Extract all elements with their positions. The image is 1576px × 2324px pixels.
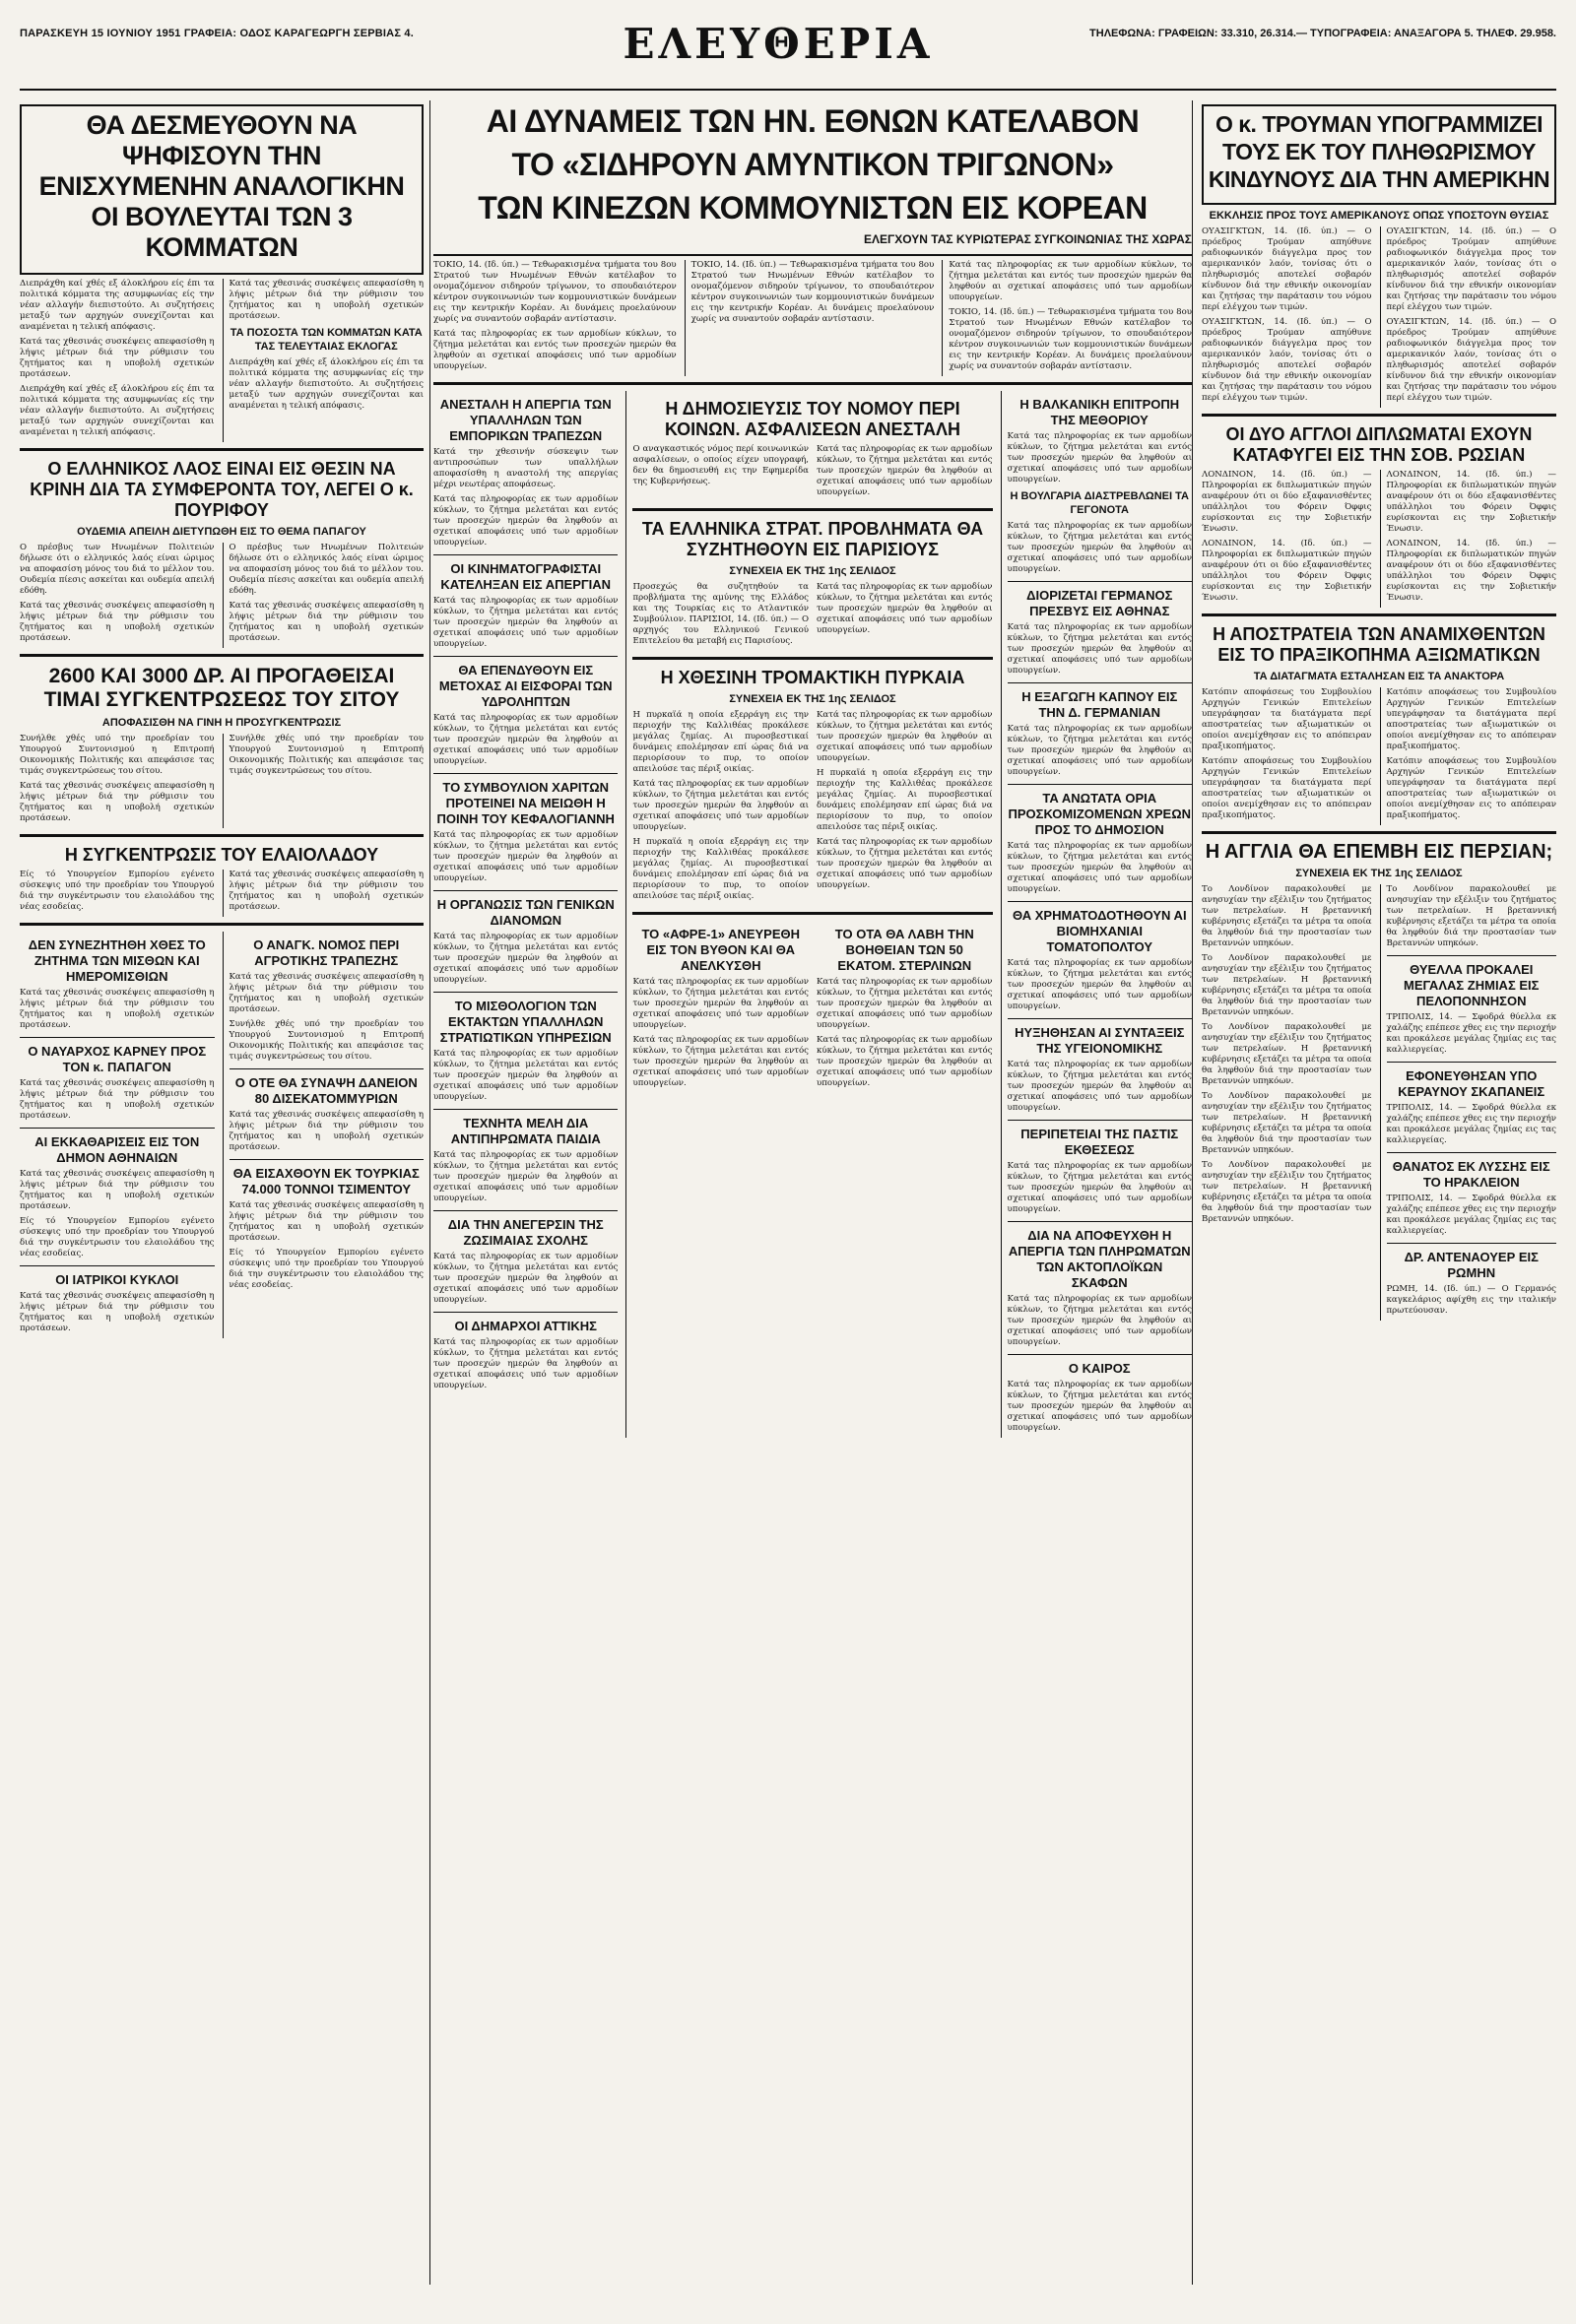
shipping-strike-text: Κατά τας πληροφορίας εκ των αρμοδίων κύκλων, το ζήτημα μελετάται και εντός των προσεχών ημερών θα ληφθούν αι σχετικαί αποφάσεις υπό των αρμοδίων υπουργείων. xyxy=(1007,1294,1192,1347)
ota-aid-text-2: Κατά τας πληροφορίας εκ των αρμοδίων κύκλων, το ζήτημα μελετάται και εντός των προσεχών ημερών θα ληφθούν αι σχετικαί αποφάσεις υπό των αρμοδίων υπουργείων. xyxy=(817,1035,993,1088)
banner-line-3: ΤΩΝ ΚΙΝΕΖΩΝ ΚΟΜΜΟΥΝΙΣΤΩΝ ΕΙΣ ΚΟΡΕΑΝ xyxy=(478,190,1148,226)
headline-turkish-cement: ΘΑ ΕΙΣΑΧΘΟΥΝ ΕΚ ΤΟΥΡΚΙΑΣ 74.000 ΤΟΝΝΟΙ ΤΣΙΜΕΝΤΟΥ xyxy=(232,1166,420,1196)
masthead-date-address: ΠΑΡΑΣΚΕΥΗ 15 ΙΟΥΝΙΟΥ 1951 ΓΡΑΦΕΙΑ: ΟΔΟΣ ΚΑΡΑΓΕΩΡΓΗ ΣΕΡΒΙΑΣ 4. xyxy=(20,28,414,39)
pensions-text: Κατά τας πληροφορίας εκ των αρμοδίων κύκλων, το ζήτημα μελετάται και εντός των προσεχών ημερών θα ληφθούν αι σχετικαί αποφάσεις υπό των αρμοδίων υπουργείων. xyxy=(1007,1060,1192,1113)
bulgaria-subhead: Η ΒΟΥΛΓΑΡΙΑ ΔΙΑΣΤΡΕΒΛΩΝΕΙ ΤΑ ΓΕΓΟΝΟΤΑ xyxy=(1010,490,1189,516)
headline-german-ambassador: ΔΙΟΡΙΖΕΤΑΙ ΓΕΡΜΑΝΟΣ ΠΡΕΣΒΥΣ ΕΙΣ ΑΘΗΝΑΣ xyxy=(1026,588,1173,618)
lightning-text: ΤΡΙΠΟΛΙΣ, 14. — Σφοδρά θύελλα εκ χαλάζης επέπεσε χθες εις την περιοχήν και προκάλεσε μεγάλας ζημίας εις τας καλλιεργείας. xyxy=(1386,1103,1556,1145)
headline-cinema-strike: ΟΙ ΚΙΝΗΜΑΤΟΓΡΑΦΙΣΤΑΙ ΚΑΤΕΛΗΞΑΝ ΕΙΣ ΑΠΕΡΓΙΑΝ xyxy=(440,561,612,592)
britain-persia-text-6: Το Λονδίνον παρακολουθεί με ανησυχίαν την εξέλιξιν του ζητήματος των πετρελαίων. Η βρεταννική κυβέρνησις εξετάζει τα μέτρα τα οποία θα ληφθούν διά την προστασίαν των Βρεταννών υπηκόων. xyxy=(1386,884,1556,948)
banner-line-2: ΤΟ «ΣΙΔΗΡΟΥΝ ΑΜΥΝΤΙΚΟΝ ΤΡΙΓΩΝΟΝ» xyxy=(511,147,1114,182)
headline-zosimaia-school: ΔΙΑ ΤΗΝ ΑΝΕΓΕΡΣΙΝ ΤΗΣ ΖΩΣΙΜΑΙΑΣ ΣΧΟΛΗΣ xyxy=(447,1217,604,1248)
agricultural-bank-text: Κατά τας χθεσινάς συσκέψεις απεφασίσθη η λήψις μέτρων διά την ρύθμισιν του ζητήματος και η υποβολή σχετικών προτάσεων. xyxy=(229,972,424,1014)
headline-peurifoy: Ο ΕΛΛΗΝΙΚΟΣ ΛΑΟΣ ΕΙΝΑΙ ΕΙΣ ΘΕΣΙΝ ΝΑ ΚΡΙΝΗ ΔΙΑ ΤΑ ΣΥΜΦΕΡΟΝΤΑ ΤΟΥ, ΛΕΓΕΙ Ο κ. ΠΟΥΡΙΦΟΥ xyxy=(30,459,414,520)
right-column xyxy=(1202,100,1556,2285)
headline-pardon-council: ΤΟ ΣΥΜΒΟΥΛΙΟΝ ΧΑΡΙΤΩΝ ΠΡΟΤΕΙΝΕΙ ΝΑ ΜΕΙΩΘΗ Η ΠΟΙΝΗ ΤΟΥ ΚΕΦΑΛΟΓΙΑΝΝΗ xyxy=(436,780,615,826)
banner-subhead: ΕΛΕΓΧΟΥΝ ΤΑΣ ΚΥΡΙΩΤΕΡΑΣ ΣΥΓΚΟΙΝΩΝΙΑΣ ΤΗΣ ΧΩΡΑΣ xyxy=(864,232,1192,246)
debt-limits-text: Κατά τας πληροφορίας εκ των αρμοδίων κύκλων, το ζήτημα μελετάται και εντός των προσεχών ημερών θα ληφθούν αι σχετικαί αποφάσεις υπό των αρμοδίων υπουργείων. xyxy=(1007,841,1192,894)
headline-debt-limits: ΤΑ ΑΝΩΤΑΤΑ ΟΡΙΑ ΠΡΟΣΚΟΜΙΖΟΜΕΝΩΝ ΧΡΕΩΝ ΠΡΟΣ ΤΟ ΔΗΜΟΣΙΟΝ xyxy=(1008,791,1192,837)
headline-agricultural-bank: Ο ΑΝΑΓΚ. ΝΟΜΟΣ ΠΕΡΙ ΑΓΡΟΤΙΚΗΣ ΤΡΑΠΕΖΗΣ xyxy=(253,937,400,968)
turkish-cement-text: Κατά τας χθεσινάς συσκέψεις απεφασίσθη η λήψις μέτρων διά την ρύθμισιν του ζητήματος και η υποβολή σχετικών προτάσεων. xyxy=(229,1200,424,1243)
headline-olive-oil: Η ΣΥΓΚΕΝΤΡΩΣΙΣ ΤΟΥ ΕΛΑΙΟΛΑΔΟΥ xyxy=(64,845,379,865)
tobacco-export-text: Κατά τας πληροφορίας εκ των αρμοδίων κύκλων, το ζήτημα μελετάται και εντός των προσεχών ημερών θα ληφθούν αι σχετικαί αποφάσεις υπό των αρμοδίων υπουργείων. xyxy=(1007,724,1192,777)
officers-retirement-text-2: Κατόπιν αποφάσεως του Συμβουλίου Αρχηγών Γενικών Επιτελείων υπεγράφησαν τα διατάγματα περί αποστρατείας των αξιωματικών οι οποίοι ανεμίχθησαν εις το απόπειραν πραξικοπήματος. xyxy=(1202,756,1372,820)
electoral-law-text: Διεπράχθη καί χθές εξ άλοκλήρου είς έπι τα πολιτικά κόμματα της ασυμφωνίας είς την νέαν αλλαγήν διεπιστούτο. Αι συζητήσεις μεταξύ των αρχηγών συνεχίζονται και αναμένεται η τελική απόφασις. xyxy=(20,279,215,332)
electoral-law-text-4: Κατά τας χθεσινάς συσκέψεις απεφασίσθη η λήψις μέτρων διά την ρύθμισιν του ζητήματος και η υποβολή σχετικών προτάσεων. xyxy=(229,279,424,321)
headline-ota-aid: ΤΟ ΟΤΑ ΘΑ ΛΑΒΗ ΤΗΝ ΒΟΗΘΕΙΑΝ ΤΩΝ 50 ΕΚΑΤΟΜ. ΣΤΕΡΛΙΝΩΝ xyxy=(834,927,974,973)
bank-strike-text-2: Κατά τας πληροφορίας εκ των αρμοδίων κύκλων, το ζήτημα μελετάται και εντός των προσεχών ημερών θα ληφθούν αι σχετικαί αποφάσεις υπό των αρμοδίων υπουργείων. xyxy=(433,494,619,548)
korea-text-2: Κατά τας πληροφορίας εκ των αρμοδίων κύκλων, το ζήτημα μελετάται και εντός των προσεχών ημερών θα ληφθούν αι σχετικαί αποφάσεις υπό των αρμοδίων υπουργείων. xyxy=(433,329,677,371)
korea-text-5: ΤΟΚΙΟ, 14. (Ιδ. ύπ.) — Τεθωρακισμένα τμήματα του 8ου Στρατού των Ηνωμένων Εθνών κατέλαβον το ονομαζόμενον σιδηρούν τρίγωνον, το σπουδαιότερον κέντρον συγκοινωνιών των κομμουνιστικών δυνάμεων εις την κεντρικήν Κορέαν. Αι δυνάμεις προελαύνουν χωρίς να συναντούν σοβαράν αντίστασιν. xyxy=(949,307,1193,371)
britain-persia-text-3: Το Λονδίνον παρακολουθεί με ανησυχίαν την εξέλιξιν του ζητήματος των πετρελαίων. Η βρεταννική κυβέρνησις εξετάζει τα μέτρα τα οποία θα ληφθούν διά την προστασίαν των Βρεταννών υπηκόων. xyxy=(1202,1022,1372,1086)
headline-fire: Η ΧΘΕΣΙΝΗ ΤΡΟΜΑΚΤΙΚΗ ΠΥΡΚΑΙΑ xyxy=(660,668,965,687)
officers-retirement-text-4: Κατόπιν αποφάσεως του Συμβουλίου Αρχηγών Γενικών Επιτελείων υπεγράφησαν τα διατάγματα περί αποστρατείας των αξιωματικών οι οποίοι ανεμίχθησαν εις το απόπειραν πραξικοπήματος. xyxy=(1386,756,1556,820)
electoral-law-body xyxy=(20,279,424,442)
turkish-cement-text-2: Είς τό Υπουργείον Εμπορίου εγένετο σύσκεψις υπό την προεδρίαν του Υπουργού διά την συγκέντρωσιν του ελαιολάδου της νέας εσοδείας. xyxy=(229,1248,424,1290)
carney-text: Κατά τας χθεσινάς συσκέψεις απεφασίσθη η λήψις μέτρων διά την ρύθμισιν του ζητήματος και η υποβολή σχετικών προτάσεων. xyxy=(20,1078,215,1121)
peurifoy-text-2: Κατά τας χθεσινάς συσκέψεις απεφασίσθη η λήψις μέτρων διά την ρύθμισιν του ζητήματος και η υποβολή σχετικών προτάσεων. xyxy=(20,601,215,643)
newspaper-page xyxy=(20,20,1556,2285)
bank-strike-text: Κατά την χθεσινήν σύσκεψιν των αντιπροσώπων των υπαλλήλων αποφασίσθη η αναστολή της απεργίας μέχρι νεωτέρας αποφάσεως. xyxy=(433,447,619,489)
pastis-exhibition-text: Κατά τας πληροφορίας εκ των αρμοδίων κύκλων, το ζήτημα μελετάται και εντός των προσεχών ημερών θα ληφθούν αι σχετικαί αποφάσεις υπό των αρμοδίων υπουργείων. xyxy=(1007,1161,1192,1214)
olive-oil-text: Είς τό Υπουργείον Εμπορίου εγένετο σύσκεψις υπό την προεδρίαν του Υπουργού διά την συγκέντρωσιν του ελαιολάδου της νέας εσοδείας. xyxy=(20,870,215,912)
peurifoy-text-4: Κατά τας χθεσινάς συσκέψεις απεφασίσθη η λήψις μέτρων διά την ρύθμισιν του ζητήματος και η υποβολή σχετικών προτάσεων. xyxy=(229,601,424,643)
tomato-industry-text: Κατά τας πληροφορίας εκ των αρμοδίων κύκλων, το ζήτημα μελετάται και εντός των προσεχών ημερών θα ληφθούν αι σχετικαί αποφάσεις υπό των αρμοδίων υπουργείων. xyxy=(1007,958,1192,1011)
weather-text: Κατά τας πληροφορίας εκ των αρμοδίων κύκλων, το ζήτημα μελετάται και εντός των προσεχών ημερών θα ληφθούν αι σχετικαί αποφάσεις υπό των αρμοδίων υπουργείων. xyxy=(1007,1380,1192,1433)
headline-bank-strike: ΑΝΕΣΤΑΛΗ Η ΑΠΕΡΓΙΑ ΤΩΝ ΥΠΑΛΛΗΛΩΝ ΤΩΝ ΕΜΠΟΡΙΚΩΝ ΤΡΑΠΕΖΩΝ xyxy=(439,397,612,443)
afray-submarine-text-2: Κατά τας πληροφορίας εκ των αρμοδίων κύκλων, το ζήτημα μελετάται και εντός των προσεχών ημερών θα ληφθούν αι σχετικαί αποφάσεις υπό των αρμοδίων υπουργείων. xyxy=(632,1035,809,1088)
officers-retirement-text-3: Κατόπιν αποφάσεως του Συμβουλίου Αρχηγών Γενικών Επιτελείων υπεγράφησαν τα διατάγματα περί αποστρατείας των αξιωματικών οι οποίοι ανεμίχθησαν εις το απόπειραν πραξικοπήματος. xyxy=(1386,687,1556,751)
water-shares-text: Κατά τας πληροφορίας εκ των αρμοδίων κύκλων, το ζήτημα μελετάται και εντός των προσεχών ημερών θα ληφθούν αι σχετικαί αποφάσεις υπό των αρμοδίων υπουργείων. xyxy=(433,713,619,766)
headline-british-diplomats: ΟΙ ΔΥΟ ΑΓΓΛΟΙ ΔΙΠΛΩΜΑΤΑΙ ΕΧΟΥΝ ΚΑΤΑΦΥΓΕΙ ΕΙΣ ΤΗΝ ΣΟΒ. ΡΩΣΙΑΝ xyxy=(1225,424,1533,465)
masthead xyxy=(20,20,1556,91)
british-diplomats-text-4: ΛΟΝΔΙΝΟΝ, 14. (Ιδ. ύπ.) — Πληροφορίαι εκ διπλωματικών πηγών αναφέρουν ότι οι δύο εξαφανισθέντες υπάλληλοι του Φόρειν Όφφις ευρίσκονται εις την Σοβιετικήν Ένωσιν. xyxy=(1386,539,1556,603)
fire-text-3: Η πυρκαϊά η οποία εξερράγη εις την περιοχήν της Καλλιθέας προκάλεσε μεγάλας ζημίας. Αι πυροσβεστικαί δυνάμεις επολέμησαν επί ώρας διά να περιορίσουν το πυρ, το οποίον απειλούσε τας πέριξ οικίας. xyxy=(632,837,809,901)
headline-truman: Ο κ. ΤΡΟΥΜΑΝ ΥΠΟΓΡΑΜΜΙΖΕΙ ΤΟΥΣ ΕΚ ΤΟΥ ΠΛΗΘΩΡΙΣΜΟΥ ΚΙΝΔΥΝΟΥΣ ΔΙΑ ΤΗΝ ΑΜΕΡΙΚΗΝ xyxy=(1208,111,1550,192)
headline-lightning: ΕΦΟΝΕΥΘΗΣΑΝ ΥΠΟ ΚΕΡΑΥΝΟΥ ΣΚΑΠΑΝΕΙΣ xyxy=(1398,1068,1545,1099)
headline-social-insurance: Η ΔΗΜΟΣΙΕΥΣΙΣ ΤΟΥ ΝΟΜΟΥ ΠΕΡΙ ΚΟΙΝΩΝ. ΑΣΦΑΛΙΣΕΩΝ ΑΝΕΣΤΑΛΗ xyxy=(664,399,961,439)
wheat-prices-subhead: ΑΠΟΦΑΣΙΣΘΗ ΝΑ ΓΙΝΗ Η ΠΡΟΣΥΓΚΕΝΤΡΩΣΙΣ xyxy=(101,717,342,729)
party-percentages-subhead: ΤΑ ΠΟΣΟΣΤΑ ΤΩΝ ΚΟΜΜΑΤΩΝ ΚΑΤΑ ΤΑΣ ΤΕΛΕΥΤΑΙΑΣ ΕΚΛΟΓΑΣ xyxy=(230,327,423,353)
peurifoy-subhead: ΟΥΔΕΜΙΑ ΑΠΕΙΛΗ ΔΙΕΤΥΠΩΘΗ ΕΙΣ ΤΟ ΘΕΜΑ ΠΑΠΑΓΟΥ xyxy=(77,526,366,538)
truman-text: ΟΥΑΣΙΓΚΤΩΝ, 14. (Ιδ. ύπ.) — Ο πρόεδρος Τρούμαν απηύθυνε ραδιοφωνικόν διάγγελμα προς τον αμερικανικόν λαόν, τονίσας ότι ο πληθωρισμός αποτελεί σοβαρόν κίνδυνον διά την εθνικήν οικονομίαν και ζητήσας την παράτασιν του νόμου περί ελέγχου των τιμών. xyxy=(1202,226,1372,312)
military-problems-text-2: Κατά τας πληροφορίας εκ των αρμοδίων κύκλων, το ζήτημα μελετάται και εντός των προσεχών ημερών θα ληφθούν αι σχετικαί αποφάσεις υπό των αρμοδίων υπουργείων. xyxy=(817,582,993,635)
britain-persia-continued: ΣΥΝΕΧΕΙΑ ΕΚ ΤΗΣ 1ης ΣΕΛΙΔΟΣ xyxy=(1295,868,1463,879)
british-diplomats-text-3: ΛΟΝΔΙΝΟΝ, 14. (Ιδ. ύπ.) — Πληροφορίαι εκ διπλωματικών πηγών αναφέρουν ότι οι δύο εξαφανισθέντες υπάλληλοι του Φόρειν Όφφις ευρίσκονται εις την Σοβιετικήν Ένωσιν. xyxy=(1386,470,1556,534)
headline-pensions: ΗΥΞΗΘΗΣΑΝ ΑΙ ΣΥΝΤΑΞΕΙΣ ΤΗΣ ΥΓΕΙΟΝΟΜΙΚΗΣ xyxy=(1015,1025,1185,1056)
ote-loan-text: Κατά τας χθεσινάς συσκέψεις απεφασίσθη η λήψις μέτρων διά την ρύθμισιν του ζητήματος και η υποβολή σχετικών προτάσεων. xyxy=(229,1110,424,1152)
headline-tobacco-export: Η ΕΞΑΓΩΓΗ ΚΑΠΝΟΥ ΕΙΣ ΤΗΝ Δ. ΓΕΡΜΑΝΙΑΝ xyxy=(1021,689,1178,720)
german-ambassador-text: Κατά τας πληροφορίας εκ των αρμοδίων κύκλων, το ζήτημα μελετάται και εντός των προσεχών ημερών θα ληφθούν αι σχετικαί αποφάσεις υπό των αρμοδίων υπουργείων. xyxy=(1007,622,1192,676)
korea-text-3: ΤΟΚΙΟ, 14. (Ιδ. ύπ.) — Τεθωρακισμένα τμήματα του 8ου Στρατού των Ηνωμένων Εθνών κατέλαβον το ονομαζόμενον σιδηρούν τρίγωνον, το σπουδαιότερον κέντρον συγκοινωνιών των κομμουνιστικών δυνάμεων εις την κεντρικήν Κορέαν. Αι δυνάμεις προελαύνουν χωρίς να συναντούν σοβαράν αντίστασιν. xyxy=(690,260,935,324)
korea-text: ΤΟΚΙΟ, 14. (Ιδ. ύπ.) — Τεθωρακισμένα τμήματα του 8ου Στρατού των Ηνωμένων Εθνών κατέλαβον το ονομαζόμενον σιδηρούν τρίγωνον, το σπουδαιότερον κέντρον συγκοινωνιών των κομμουνιστικών δυνάμεων εις την κεντρικήν Κορέαν. Αι δυνάμεις προελαύνουν χωρίς να συναντούν σοβαράν αντίστασιν. xyxy=(433,260,677,324)
truman-text-4: ΟΥΑΣΙΓΚΤΩΝ, 14. (Ιδ. ύπ.) — Ο πρόεδρος Τρούμαν απηύθυνε ραδιοφωνικόν διάγγελμα προς τον αμερικανικόν λαόν, τονίσας ότι ο πληθωρισμός αποτελεί σοβαρόν κίνδυνον διά την εθνικήν οικονομίαν και ζητήσας την παράτασιν του νόμου περί ελέγχου των τιμών. xyxy=(1386,317,1556,403)
masthead-phones: ΤΗΛΕΦΩΝΑ: ΓΡΑΦΕΙΩΝ: 33.310, 26.314.— ΤΥΠΟΓΡΑΦΕΙΑ: ΑΝΑΞΑΓΟΡΑ 5. ΤΗΛΕΦ. 29.958. xyxy=(1089,28,1556,39)
lead-article-electoral-law xyxy=(20,104,424,275)
britain-persia-text-2: Το Λονδίνον παρακολουθεί με ανησυχίαν την εξέλιξιν του ζητήματος των πετρελαίων. Η βρεταννική κυβέρνησις εξετάζει τα μέτρα τα οποία θα ληφθούν διά την προστασίαν των Βρεταννών υπηκόων. xyxy=(1202,953,1372,1017)
cinema-strike-text: Κατά τας πληροφορίας εκ των αρμοδίων κύκλων, το ζήτημα μελετάται και εντός των προσεχών ημερών θα ληφθούν αι σχετικαί αποφάσεις υπό των αρμοδίων υπουργείων. xyxy=(433,596,619,649)
truman-subhead: ΕΚΚΛΗΣΙΣ ΠΡΟΣ ΤΟΥΣ ΑΜΕΡΙΚΑΝΟΥΣ ΟΠΩΣ ΥΠΟΣΤΟΥΝ ΘΥΣΙΑΣ xyxy=(1209,210,1549,222)
social-insurance-text: Ο αναγκαστικός νόμος περί κοινωνικών ασφαλίσεων, ο οποίος είχεν υπογραφή, δεν θα δημοσιευθή εις την Εφημερίδα της Κυβερνήσεως. xyxy=(632,444,809,486)
british-diplomats-text: ΛΟΝΔΙΝΟΝ, 14. (Ιδ. ύπ.) — Πληροφορίαι εκ διπλωματικών πηγών αναφέρουν ότι οι δύο εξαφανισθέντες υπάλληλοι του Φόρειν Όφφις ευρίσκονται εις την Σοβιετικήν Ένωσιν. xyxy=(1202,470,1372,534)
headline-wheat-prices: 2600 ΚΑΙ 3000 ΔΡ. ΑΙ ΠΡΟΓΑΘΕΙΣΑΙ ΤΙΜΑΙ ΣΥΓΚΕΝΤΡΩΣΕΩΣ ΤΟΥ ΣΙΤΟΥ xyxy=(43,665,400,711)
social-insurance-text-2: Κατά τας πληροφορίας εκ των αρμοδίων κύκλων, το ζήτημα μελετάται και εντός των προσεχών ημερών θα ληφθούν αι σχετικαί αποφάσεις υπό των αρμοδίων υπουργείων. xyxy=(817,444,993,497)
headline-military-problems: ΤΑ ΕΛΛΗΝΙΚΑ ΣΤΡΑΤ. ΠΡΟΒΛΗΜΑΤΑ ΘΑ ΣΥΖΗΤΗΘΟΥΝ ΕΙΣ ΠΑΡΙΣΙΟΥΣ xyxy=(641,519,984,559)
britain-persia-text-4: Το Λονδίνον παρακολουθεί με ανησυχίαν την εξέλιξιν του ζητήματος των πετρελαίων. Η βρεταννική κυβέρνησις εξετάζει τα μέτρα τα οποία θα ληφθούν διά την προστασίαν των Βρεταννών υπηκόων. xyxy=(1202,1091,1372,1155)
fire-text: Η πυρκαϊά η οποία εξερράγη εις την περιοχήν της Καλλιθέας προκάλεσε μεγάλας ζημίας. Αι πυροσβεστικαί δυνάμεις επολέμησαν επί ώρας διά να περιορίσουν το πυρ, το οποίον απειλούσε τας πέριξ οικίας. xyxy=(632,710,809,774)
headline-water-shares: ΘΑ ΕΠΕΝΔΥΘΟΥΝ ΕΙΣ ΜΕΤΟΧΑΣ ΑΙ ΕΙΣΦΟΡΑΙ ΤΩΝ ΥΔΡΟΛΗΠΤΩΝ xyxy=(438,663,613,709)
officers-retirement-subhead: ΤΑ ΔΙΑΤΑΓΜΑΤΑ ΕΣΤΑΛΗΣΑΝ ΕΙΣ ΤΑ ΑΝΑΚΤΟΡΑ xyxy=(1253,671,1505,682)
headline-carney: Ο ΝΑΥΑΡΧΟΣ ΚΑΡΝΕΥ ΠΡΟΣ ΤΟΝ κ. ΠΑΠΑΓΟΝ xyxy=(28,1044,207,1074)
headline-adenauer-rome: ΔΡ. ΑΝΤΕΝΑΟΥΕΡ ΕΙΣ ΡΩΜΗΝ xyxy=(1404,1250,1539,1280)
attica-mayors-text: Κατά τας πληροφορίας εκ των αρμοδίων κύκλων, το ζήτημα μελετάται και εντός των προσεχών ημερών θα ληφθούν αι σχετικαί αποφάσεις υπό των αρμοδίων υπουργείων. xyxy=(433,1337,619,1390)
center-column xyxy=(433,100,1193,2285)
headline-attica-mayors: ΟΙ ΔΗΜΑΡΧΟΙ ΑΤΤΙΚΗΣ xyxy=(454,1319,597,1333)
banner-line-1: ΑΙ ΔΥΝΑΜΕΙΣ ΤΩΝ ΗΝ. ΕΘΝΩΝ ΚΑΤΕΛΑΒΟΝ xyxy=(486,103,1140,139)
headline-wages: ΔΕΝ ΣΥΝΕΖΗΤΗΘΗ ΧΘΕΣ ΤΟ ΖΗΤΗΜΑ ΤΩΝ ΜΙΣΘΩΝ ΚΑΙ ΗΜΕΡΟΜΙΣΘΙΩΝ xyxy=(28,937,206,984)
military-problems-text: Προσεχώς θα συζητηθούν τα προβλήματα της αμύνης της Ελλάδος και της Τουρκίας εις το Ατλαντικόν Συμβούλιον. ΠΑΡΙΣΙΟΙ, 14. (Ιδ. ύπ.) — Ο αρχηγός του Ελληνικού Γενικού Επιτελείου θα μεταβή εις Παρισίους. xyxy=(632,582,809,646)
headline-shipping-strike: ΔΙΑ ΝΑ ΑΠΟΦΕΥΧΘΗ Η ΑΠΕΡΓΙΑ ΤΩΝ ΠΛΗΡΩΜΑΤΩΝ ΤΩΝ ΑΚΤΟΠΛΟΪΚΩΝ ΣΚΑΦΩΝ xyxy=(1008,1228,1191,1290)
electoral-law-text-3: Διεπράχθη καί χθές εξ άλοκλήρου είς έπι τα πολιτικά κόμματα της ασυμφωνίας είς την νέαν αλλαγήν διεπιστούτο. Αι συζητήσεις μεταξύ των αρχηγών συνεχίζονται και αναμένεται η τελική απόφασις. xyxy=(20,384,215,437)
headline-rabies-heraklion: ΘΑΝΑΤΟΣ ΕΚ ΛΥΣΣΗΣ ΕΙΣ ΤΟ ΗΡΑΚΛΕΙΟΝ xyxy=(1392,1159,1550,1190)
headline-officers-retirement: Η ΑΠΟΣΤΡΑΤΕΙΑ ΤΩΝ ΑΝΑΜΙΧΘΕΝΤΩΝ ΕΙΣ ΤΟ ΠΡΑΞΙΚΟΠΗΜΑ ΑΞΙΩΜΑΤΙΚΩΝ xyxy=(1213,624,1545,665)
headline-electoral-law: ΘΑ ΔΕΣΜΕΥΘΟΥΝ ΝΑ ΨΗΦΙΣΟΥΝ ΤΗΝ ΕΝΙΣΧΥΜΕΝΗΝ ΑΝΑΛΟΓΙΚΗΝ ΟΙ ΒΟΥΛΕΥΤΑΙ ΤΩΝ 3 ΚΟΜΜΑΤΩΝ xyxy=(38,110,405,262)
fire-text-4: Κατά τας πληροφορίας εκ των αρμοδίων κύκλων, το ζήτημα μελετάται και εντός των προσεχών ημερών θα ληφθούν αι σχετικαί αποφάσεις υπό των αρμοδίων υπουργείων. xyxy=(817,710,993,763)
electoral-law-text-2: Κατά τας χθεσινάς συσκέψεις απεφασίσθη η λήψις μέτρων διά την ρύθμισιν του ζητήματος και η υποβολή σχετικών προτάσεων. xyxy=(20,337,215,379)
fire-continued: ΣΥΝΕΧΕΙΑ ΕΚ ΤΗΣ 1ης ΣΕΛΙΔΟΣ xyxy=(729,693,896,705)
rabies-heraklion-text: ΤΡΙΠΟΛΙΣ, 14. — Σφοδρά θύελλα εκ χαλάζης επέπεσε χθες εις την περιοχήν και προκάλεσε μεγάλας ζημίας εις τας καλλιεργείας. xyxy=(1386,1194,1556,1236)
headline-general-distribution: Η ΟΡΓΑΝΩΣΙΣ ΤΩΝ ΓΕΝΙΚΩΝ ΔΙΑΝΟΜΩΝ xyxy=(436,897,615,928)
truman-box xyxy=(1202,104,1556,205)
medical-circles-text: Κατά τας χθεσινάς συσκέψεις απεφασίσθη η λήψις μέτρων διά την ρύθμισιν του ζητήματος και η υποβολή σχετικών προτάσεων. xyxy=(20,1291,215,1333)
pardon-council-text: Κατά τας πληροφορίας εκ των αρμοδίων κύκλων, το ζήτημα μελετάται και εντός των προσεχών ημερών θα ληφθούν αι σχετικαί αποφάσεις υπό των αρμοδίων υπουργείων. xyxy=(433,830,619,883)
zosimaia-school-text: Κατά τας πληροφορίας εκ των αρμοδίων κύκλων, το ζήτημα μελετάται και εντός των προσεχών ημερών θα ληφθούν αι σχετικαί αποφάσεις υπό των αρμοδίων υπουργείων. xyxy=(433,1252,619,1305)
headline-storm-peloponnese: ΘΥΕΛΛΑ ΠΡΟΚΑΛΕΙ ΜΕΓΑΛΑΣ ΖΗΜΙΑΣ ΕΙΣ ΠΕΛΟΠΟΝΝΗΣΟΝ xyxy=(1404,962,1540,1008)
headline-weather: Ο ΚΑΙΡΟΣ xyxy=(1068,1361,1131,1376)
left-column xyxy=(20,100,430,2285)
newspaper-title: ΕΛΕΥΘΕΡΙΑ xyxy=(623,20,934,68)
headline-pastis-exhibition: ΠΕΡΙΠΕΤΕΙΑΙ ΤΗΣ ΠΑΣΤΙΣ ΕΚΘΕΣΕΩΣ xyxy=(1020,1127,1179,1157)
balkan-commission-text: Κατά τας πληροφορίας εκ των αρμοδίων κύκλων, το ζήτημα μελετάται και εντός των προσεχών ημερών θα ληφθούν αι σχετικαί αποφάσεις υπό των αρμοδίων υπουργείων. xyxy=(1007,431,1192,484)
peurifoy-text-3: Ο πρέσβυς των Ηνωμένων Πολιτειών δήλωσε ότι ο ελληνικός λαός είναι ώριμος να αποφασίση μόνος του διά το μέλλον του. Ουδεμία πίεσις ασκείται και ουδεμία απειλή εδόθη. xyxy=(229,543,424,596)
fire-text-6: Κατά τας πληροφορίας εκ των αρμοδίων κύκλων, το ζήτημα μελετάται και εντός των προσεχών ημερών θα ληφθούν αι σχετικαί αποφάσεις υπό των αρμοδίων υπουργείων. xyxy=(817,837,993,890)
truman-text-2: ΟΥΑΣΙΓΚΤΩΝ, 14. (Ιδ. ύπ.) — Ο πρόεδρος Τρούμαν απηύθυνε ραδιοφωνικόν διάγγελμα προς τον αμερικανικόν λαόν, τονίσας ότι ο πληθωρισμός αποτελεί σοβαρόν κίνδυνον διά την εθνικήν οικονομίαν και ζητήσας την παράτασιν του νόμου περί ελέγχου των τιμών. xyxy=(1202,317,1372,403)
adenauer-rome-text: ΡΩΜΗ, 14. (Ιδ. ύπ.) — Ο Γερμανός καγκελάριος αφίχθη εις την ιταλικήν πρωτεύουσαν. xyxy=(1386,1284,1556,1316)
officers-retirement-text: Κατόπιν αποφάσεως του Συμβουλίου Αρχηγών Γενικών Επιτελείων υπεγράφησαν τα διατάγματα περί αποστρατείας των αξιωματικών οι οποίοι ανεμίχθησαν εις το απόπειραν πραξικοπήματος. xyxy=(1202,687,1372,751)
military-problems-continued: ΣΥΝΕΧΕΙΑ ΕΚ ΤΗΣ 1ης ΣΕΛΙΔΟΣ xyxy=(729,565,896,577)
bulgaria-text: Κατά τας πληροφορίας εκ των αρμοδίων κύκλων, το ζήτημα μελετάται και εντός των προσεχών ημερών θα ληφθούν αι σχετικαί αποφάσεις υπό των αρμοδίων υπουργείων. xyxy=(1007,521,1192,574)
fire-text-2: Κατά τας πληροφορίας εκ των αρμοδίων κύκλων, το ζήτημα μελετάται και εντός των προσεχών ημερών θα ληφθούν αι σχετικαί αποφάσεις υπό των αρμοδίων υπουργείων. xyxy=(632,779,809,832)
ota-aid-text: Κατά τας πληροφορίας εκ των αρμοδίων κύκλων, το ζήτημα μελετάται και εντός των προσεχών ημερών θα ληφθούν αι σχετικαί αποφάσεις υπό των αρμοδίων υπουργείων. xyxy=(817,977,993,1030)
athens-purges-text: Κατά τας χθεσινάς συσκέψεις απεφασίσθη η λήψις μέτρων διά την ρύθμισιν του ζητήματος και η υποβολή σχετικών προτάσεων. xyxy=(20,1169,215,1211)
headline-ote-loan: Ο ΟΤΕ ΘΑ ΣΥΝΑΨΗ ΔΑΝΕΙΟΝ 80 ΔΙΣΕΚΑΤΟΜΜΥΡΙΩΝ xyxy=(234,1075,418,1106)
storm-peloponnese-text: ΤΡΙΠΟΛΙΣ, 14. — Σφοδρά θύελλα εκ χαλάζης επέπεσε χθες εις την περιοχήν και προκάλεσε μεγάλας ζημίας εις τας καλλιεργείας. xyxy=(1386,1012,1556,1055)
peurifoy-text: Ο πρέσβυς των Ηνωμένων Πολιτειών δήλωσε ότι ο ελληνικός λαός είναι ώριμος να αποφασίση μόνος του διά το μέλλον του. Ουδεμία πίεσις ασκείται και ουδεμία απειλή εδόθη. xyxy=(20,543,215,596)
headline-military-salaries: ΤΟ ΜΙΣΘΟΛΟΓΙΟΝ ΤΩΝ ΕΚΤΑΚΤΩΝ ΥΠΑΛΛΗΛΩΝ ΣΤΡΑΤΙΩΤΙΚΩΝ ΥΠΗΡΕΣΙΩΝ xyxy=(439,999,612,1045)
wheat-prices-text-2: Κατά τας χθεσινάς συσκέψεις απεφασίσθη η λήψις μέτρων διά την ρύθμισιν του ζητήματος και η υποβολή σχετικών προτάσεων. xyxy=(20,781,215,823)
artificial-limbs-text: Κατά τας πληροφορίας εκ των αρμοδίων κύκλων, το ζήτημα μελετάται και εντός των προσεχών ημερών θα ληφθούν αι σχετικαί αποφάσεις υπό των αρμοδίων υπουργείων. xyxy=(433,1150,619,1203)
truman-text-3: ΟΥΑΣΙΓΚΤΩΝ, 14. (Ιδ. ύπ.) — Ο πρόεδρος Τρούμαν απηύθυνε ραδιοφωνικόν διάγγελμα προς τον αμερικανικόν λαόν, τονίσας ότι ο πληθωρισμός αποτελεί σοβαρόν κίνδυνον διά την εθνικήν οικονομίαν και ζητήσας την παράτασιν του νόμου περί ελέγχου των τιμών. xyxy=(1386,226,1556,312)
korea-text-4: Κατά τας πληροφορίας εκ των αρμοδίων κύκλων, το ζήτημα μελετάται και εντός των προσεχών ημερών θα ληφθούν αι σχετικαί αποφάσεις υπό των αρμοδίων υπουργείων. xyxy=(949,260,1193,302)
agricultural-bank-text-2: Συνήλθε χθές υπό την προεδρίαν του Υπουργού Συντονισμού η Επιτροπή Οικονομικής Πολιτικής και απεφάσισε τας τιμάς συγκεντρώσεως του σίτου. xyxy=(229,1019,424,1062)
british-diplomats-text-2: ΛΟΝΔΙΝΟΝ, 14. (Ιδ. ύπ.) — Πληροφορίαι εκ διπλωματικών πηγών αναφέρουν ότι οι δύο εξαφανισθέντες υπάλληλοι του Φόρειν Όφφις ευρίσκονται εις την Σοβιετικήν Ένωσιν. xyxy=(1202,539,1372,603)
headline-afray-submarine: ΤΟ «ΑΦΡΕ-1» ΑΝΕΥΡΕΘΗ ΕΙΣ ΤΟΝ ΒΥΘΟΝ ΚΑΙ ΘΑ ΑΝΕΛΚΥΣΘΗ xyxy=(641,927,801,973)
britain-persia-text: Το Λονδίνον παρακολουθεί με ανησυχίαν την εξέλιξιν του ζητήματος των πετρελαίων. Η βρεταννική κυβέρνησις εξετάζει τα μέτρα τα οποία θα ληφθούν διά την προστασίαν των Βρεταννών υπηκόων. xyxy=(1202,884,1372,948)
headline-athens-purges: ΑΙ ΕΚΚΑΘΑΡΙΣΕΙΣ ΕΙΣ ΤΟΝ ΔΗΜΟΝ ΑΘΗΝΑΙΩΝ xyxy=(34,1134,200,1165)
headline-tomato-industry: ΘΑ ΧΡΗΜΑΤΟΔΟΤΗΘΟΥΝ ΑΙ ΒΙΟΜΗΧΑΝΙΑΙ ΤΟΜΑΤΟΠΟΛΤΟΥ xyxy=(1012,908,1187,954)
electoral-law-text-5: Διεπράχθη καί χθές εξ άλοκλήρου είς έπι τα πολιτικά κόμματα της ασυμφωνίας είς την νέαν αλλαγήν διεπιστούτο. Αι συζητήσεις μεταξύ των αρχηγών συνεχίζονται και αναμένεται η τελική απόφασις. xyxy=(229,357,424,411)
fire-text-5: Η πυρκαϊά η οποία εξερράγη εις την περιοχήν της Καλλιθέας προκάλεσε μεγάλας ζημίας. Αι πυροσβεστικαί δυνάμεις επολέμησαν επί ώρας διά να περιορίσουν το πυρ, το οποίον απειλούσε τας πέριξ οικίας. xyxy=(817,768,993,832)
wheat-prices-text: Συνήλθε χθές υπό την προεδρίαν του Υπουργού Συντονισμού η Επιτροπή Οικονομικής Πολιτικής και απεφάσισε τας τιμάς συγκεντρώσεως του σίτου. xyxy=(20,734,215,776)
wheat-prices-text-3: Συνήλθε χθές υπό την προεδρίαν του Υπουργού Συντονισμού η Επιτροπή Οικονομικής Πολιτικής και απεφάσισε τας τιμάς συγκεντρώσεως του σίτου. xyxy=(229,734,424,776)
afray-submarine-text: Κατά τας πληροφορίας εκ των αρμοδίων κύκλων, το ζήτημα μελετάται και εντός των προσεχών ημερών θα ληφθούν αι σχετικαί αποφάσεις υπό των αρμοδίων υπουργείων. xyxy=(632,977,809,1030)
britain-persia-text-5: Το Λονδίνον παρακολουθεί με ανησυχίαν την εξέλιξιν του ζητήματος των πετρελαίων. Η βρεταννική κυβέρνησις εξετάζει τα μέτρα τα οποία θα ληφθούν διά την προστασίαν των Βρεταννών υπηκόων. xyxy=(1202,1160,1372,1224)
athens-purges-text-2: Είς τό Υπουργείον Εμπορίου εγένετο σύσκεψις υπό την προεδρίαν του Υπουργού διά την συγκέντρωσιν του ελαιολάδου της νέας εσοδείας. xyxy=(20,1216,215,1259)
headline-britain-persia: Η ΑΓΓΛΙΑ ΘΑ ΕΠΕΜΒΗ ΕΙΣ ΠΕΡΣΙΑΝ; xyxy=(1205,841,1553,863)
general-distribution-text: Κατά τας πληροφορίας εκ των αρμοδίων κύκλων, το ζήτημα μελετάται και εντός των προσεχών ημερών θα ληφθούν αι σχετικαί αποφάσεις υπό των αρμοδίων υπουργείων. xyxy=(433,932,619,985)
korea-banner xyxy=(433,100,1192,256)
military-salaries-text: Κατά τας πληροφορίας εκ των αρμοδίων κύκλων, το ζήτημα μελετάται και εντός των προσεχών ημερών θα ληφθούν αι σχετικαί αποφάσεις υπό των αρμοδίων υπουργείων. xyxy=(433,1049,619,1102)
headline-artificial-limbs: ΤΕΧΝΗΤΑ ΜΕΛΗ ΔΙΑ ΑΝΤΙΠΗΡΩΜΑΤΑ ΠΑΙΔΙΑ xyxy=(450,1116,601,1146)
olive-oil-text-2: Κατά τας χθεσινάς συσκέψεις απεφασίσθη η λήψις μέτρων διά την ρύθμισιν του ζητήματος και η υποβολή σχετικών προτάσεων. xyxy=(229,870,424,912)
headline-balkan-commission: Η ΒΑΛΚΑΝΙΚΗ ΕΠΙΤΡΟΠΗ ΤΗΣ ΜΕΘΟΡΙΟΥ xyxy=(1019,397,1180,427)
headline-medical-circles: ΟΙ ΙΑΤΡΙΚΟΙ ΚΥΚΛΟΙ xyxy=(55,1272,179,1287)
wages-text: Κατά τας χθεσινάς συσκέψεις απεφασίσθη η λήψις μέτρων διά την ρύθμισιν του ζητήματος και η υποβολή σχετικών προτάσεων. xyxy=(20,988,215,1030)
